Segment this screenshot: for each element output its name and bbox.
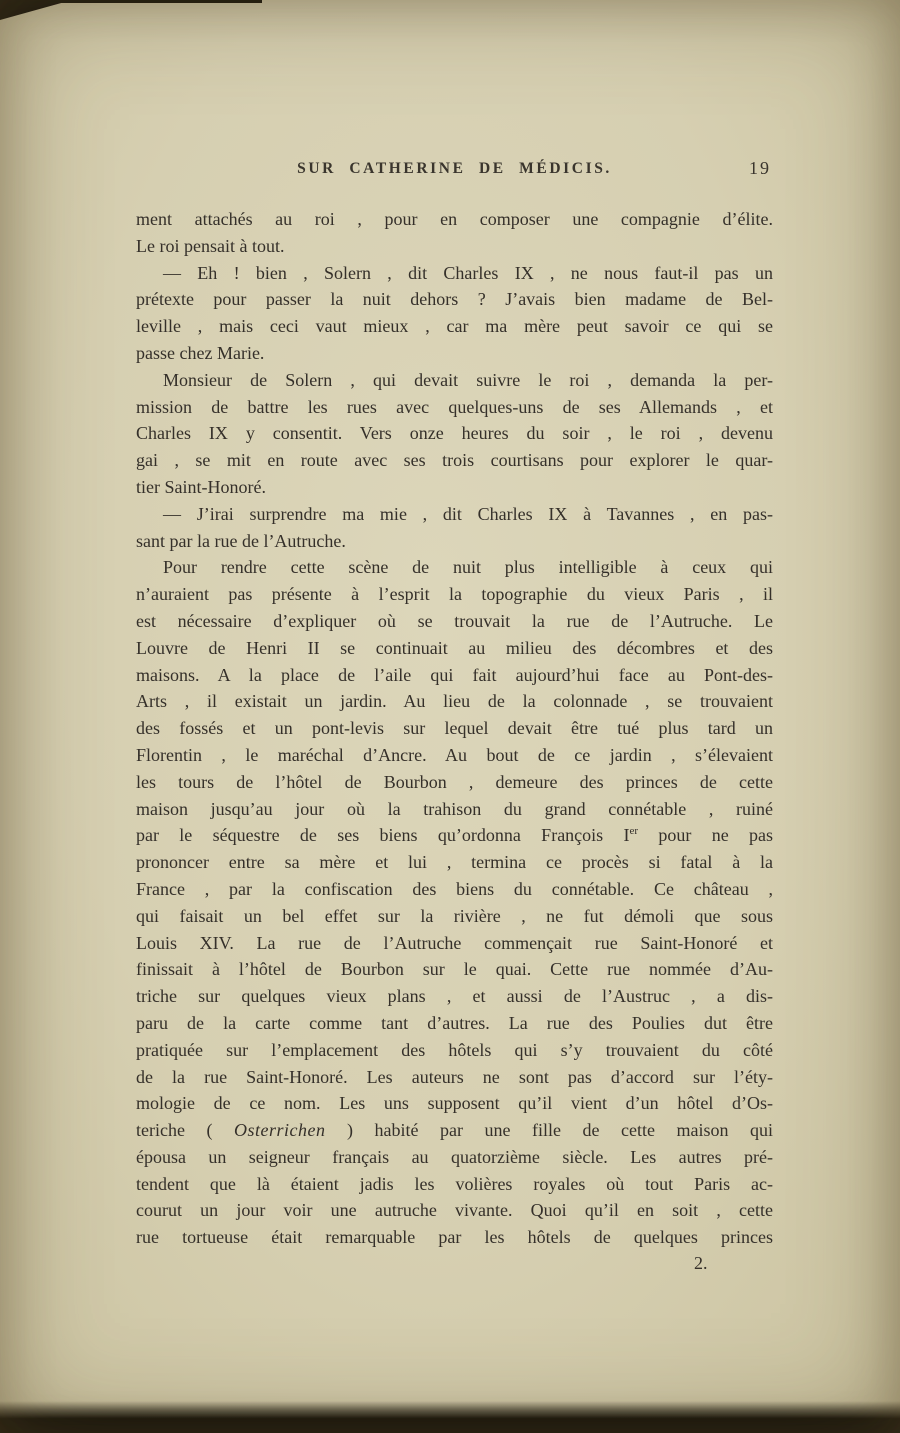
text-line: mologie de ce nom. Les uns supposent qu’il vient d’un hôtel d’Os- [136,1093,773,1114]
text-line: courut un jour voir une autruche vivante. Quoi qu’il en soit , cette [136,1200,773,1221]
text-line: qui faisait un bel effet sur la rivière , ne fut démoli que sous [136,905,773,926]
text-line: Florentin , le maréchal d’Ancre. Au bout de ce jardin , s’élevaient [136,744,773,765]
text-line: teriche ( Osterrichen ) habité par une fille de cette maison qui [136,1120,774,1141]
text-line: Charles IX y consentit. Vers onze heures du soir , le roi , devenu [136,423,773,444]
scan-artifact-bottom-edge [0,1401,900,1433]
text-line: les tours de l’hôtel de Bourbon , demeure des princes de cette [136,771,773,792]
text-line: Monsieur de Solern , qui devait suivre le roi , demanda la per- [163,369,773,390]
text-line: Le roi pensait à tout. [136,235,285,256]
text-line: passe chez Marie. [136,342,265,363]
page-number: 19 [749,158,771,178]
scan-artifact-top-left-corner [0,0,72,20]
page-content [136,160,773,1274]
text-line: des fossés et un pont-levis sur lequel devait être tué plus tard un [136,718,773,739]
text-line: maison jusqu’au jour où la trahison du grand connétable , ruiné [136,798,773,819]
text-line: Louis XIV. La rue de l’Autruche commençait rue Saint-Honoré et [136,932,773,953]
text-line: tendent que là étaient jadis les volières royales où tout Paris ac- [136,1173,773,1194]
text-line: — Eh ! bien , Solern , dit Charles IX , ne nous faut-il pas un [163,262,773,283]
running-header [136,160,773,182]
text-line: épousa un seigneur français au quatorzième siècle. Les autres pré- [136,1146,773,1167]
text-line: Pour rendre cette scène de nuit plus intelligible à ceux qui [163,557,773,578]
text-line: prétexte pour passer la nuit dehors ? J’avais bien madame de Bel- [136,289,773,310]
text-line: mission de battre les rues avec quelques-uns de ses Allemands , et [136,396,773,417]
text-line: Arts , il existait un jardin. Au lieu de la colonnade , se trouvaient [136,691,773,712]
text-line: ment attachés au roi , pour en composer une compagnie d’élite. [136,209,773,229]
text-line: rue tortueuse était remarquable par les hôtels de quelques princes [136,1227,773,1248]
text-line: prononcer entre sa mère et lui , termina ce procès si fatal à la [136,852,773,873]
text-line: leville , mais ceci vaut mieux , car ma mère peut savoir ce qui se [136,316,773,337]
text-line: est nécessaire d’expliquer où se trouvait la rue de l’Autruche. Le [136,610,773,631]
text-line: de la rue Saint-Honoré. Les auteurs ne sont pas d’accord sur l’éty- [136,1066,773,1087]
scan-artifact-top-edge [0,0,262,3]
header-title: SUR CATHERINE DE MÉDICIS. [297,160,612,177]
signature-mark: 2. [694,1253,708,1274]
text-line: gai , se mit en route avec ses trois courtisans pour explorer le quar- [136,450,773,471]
text-line: par le séquestre de ses biens qu’ordonna François Ier pour ne pas [136,825,774,846]
text-line: paru de la carte comme tant d’autres. La rue des Poulies dut être [136,1012,773,1033]
text-line: maisons. A la place de l’aile qui fait aujourd’hui face au Pont-des- [136,664,773,685]
text-line: n’auraient pas présente à l’esprit la topographie du vieux Paris , il [136,584,773,605]
text-line: France , par la confiscation des biens du connétable. Ce château , [136,878,773,899]
text-line: triche sur quelques vieux plans , et aussi de l’Austruc , a dis- [136,986,773,1007]
text-line: sant par la rue de l’Autruche. [136,530,346,551]
text-line: tier Saint-Honoré. [136,476,266,497]
text-line: — J’irai surprendre ma mie , dit Charles IX à Tavannes , en pas- [163,503,773,524]
page-text [136,206,773,1251]
text-line: Louvre de Henri II se continuait au milieu des décombres et des [136,637,773,658]
text-line: pratiquée sur l’emplacement des hôtels qui s’y trouvaient du côté [136,1039,773,1060]
text-line: finissait à l’hôtel de Bourbon sur le quai. Cette rue nommée d’Au- [136,959,773,980]
